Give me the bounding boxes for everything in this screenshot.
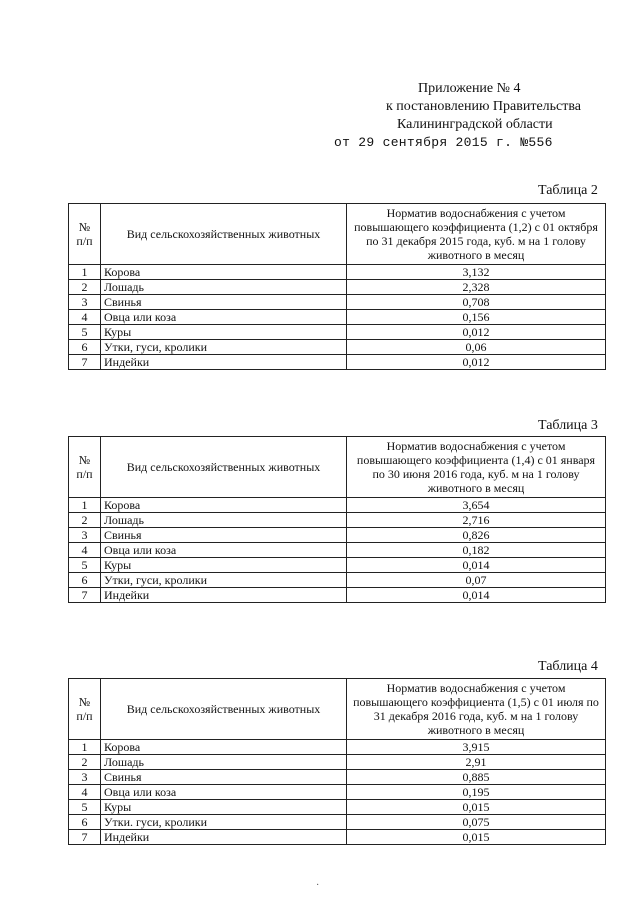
row-number: 6 bbox=[69, 573, 101, 588]
appendix-resolution: к постановлению Правительства bbox=[386, 99, 582, 114]
row-animal: Корова bbox=[101, 265, 347, 280]
table-header-row bbox=[69, 204, 606, 265]
row-animal: Свинья bbox=[101, 770, 347, 785]
row-number: 2 bbox=[69, 280, 101, 295]
row-value: 0,182 bbox=[347, 543, 606, 558]
row-value: 0,014 bbox=[347, 588, 606, 603]
table-header-row bbox=[69, 437, 606, 498]
header-number: № п/п bbox=[69, 679, 101, 740]
row-number: 5 bbox=[69, 800, 101, 815]
table-row bbox=[69, 755, 606, 770]
page-mark: · bbox=[316, 880, 320, 891]
row-number: 7 bbox=[69, 355, 101, 370]
row-animal: Лошадь bbox=[101, 280, 347, 295]
appendix-region: Калининградской области bbox=[397, 117, 553, 132]
row-value: 0,708 bbox=[347, 295, 606, 310]
table-row bbox=[69, 513, 606, 528]
row-number: 3 bbox=[69, 770, 101, 785]
row-value: 0,012 bbox=[347, 325, 606, 340]
row-animal: Куры bbox=[101, 325, 347, 340]
row-value: 0,015 bbox=[347, 800, 606, 815]
table-row bbox=[69, 280, 606, 295]
row-number: 1 bbox=[69, 265, 101, 280]
table-row bbox=[69, 830, 606, 845]
row-value: 2,91 bbox=[347, 755, 606, 770]
row-value: 0,014 bbox=[347, 558, 606, 573]
row-value: 0,156 bbox=[347, 310, 606, 325]
row-value: 2,328 bbox=[347, 280, 606, 295]
row-number: 2 bbox=[69, 755, 101, 770]
row-animal: Утки, гуси, кролики bbox=[101, 573, 347, 588]
row-number: 4 bbox=[69, 785, 101, 800]
row-animal: Корова bbox=[101, 498, 347, 513]
table-row bbox=[69, 800, 606, 815]
row-animal: Индейки bbox=[101, 588, 347, 603]
table-row bbox=[69, 740, 606, 755]
row-value: 0,075 bbox=[347, 815, 606, 830]
row-value: 2,716 bbox=[347, 513, 606, 528]
row-animal: Индейки bbox=[101, 830, 347, 845]
row-animal: Утки, гуси, кролики bbox=[101, 340, 347, 355]
row-number: 2 bbox=[69, 513, 101, 528]
row-animal: Лошадь bbox=[101, 513, 347, 528]
table-caption: Таблица 2 bbox=[538, 183, 598, 198]
row-animal: Овца или коза bbox=[101, 785, 347, 800]
appendix-title: Приложение № 4 bbox=[418, 81, 521, 96]
row-number: 3 bbox=[69, 528, 101, 543]
row-number: 4 bbox=[69, 543, 101, 558]
table-row bbox=[69, 815, 606, 830]
row-value: 3,132 bbox=[347, 265, 606, 280]
table-caption: Таблица 4 bbox=[538, 659, 598, 674]
water-norm-table bbox=[68, 678, 606, 845]
row-value: 3,915 bbox=[347, 740, 606, 755]
row-number: 5 bbox=[69, 558, 101, 573]
table-row bbox=[69, 340, 606, 355]
row-number: 1 bbox=[69, 740, 101, 755]
table-row bbox=[69, 355, 606, 370]
table-row bbox=[69, 325, 606, 340]
header-water-norm: Норматив водоснабжения с учетом повышающего коэффициента (1,2) с 01 октября по 31 декабря 2015 года, куб. м на 1 голову животного в месяц bbox=[347, 204, 606, 265]
row-value: 0,07 bbox=[347, 573, 606, 588]
table-row bbox=[69, 785, 606, 800]
water-norm-table bbox=[68, 436, 606, 603]
row-animal: Куры bbox=[101, 800, 347, 815]
water-norm-table bbox=[68, 203, 606, 370]
header-water-norm: Норматив водоснабжения с учетом повышающего коэффициента (1,4) с 01 января по 30 июня 2016 года, куб. м на 1 голову животного в месяц bbox=[347, 437, 606, 498]
row-value: 0,012 bbox=[347, 355, 606, 370]
table-row bbox=[69, 543, 606, 558]
row-value: 0,015 bbox=[347, 830, 606, 845]
row-value: 0,195 bbox=[347, 785, 606, 800]
table-row bbox=[69, 295, 606, 310]
row-number: 7 bbox=[69, 588, 101, 603]
row-animal: Овца или коза bbox=[101, 310, 347, 325]
table-row bbox=[69, 573, 606, 588]
table-row bbox=[69, 310, 606, 325]
table-row bbox=[69, 588, 606, 603]
header-number: № п/п bbox=[69, 204, 101, 265]
row-animal: Утки. гуси, кролики bbox=[101, 815, 347, 830]
header-animal-type: Вид сельскохозяйственных животных bbox=[101, 437, 347, 498]
row-number: 1 bbox=[69, 498, 101, 513]
row-number: 7 bbox=[69, 830, 101, 845]
row-animal: Овца или коза bbox=[101, 543, 347, 558]
row-animal: Индейки bbox=[101, 355, 347, 370]
table-row bbox=[69, 528, 606, 543]
row-value: 0,885 bbox=[347, 770, 606, 785]
row-number: 4 bbox=[69, 310, 101, 325]
row-animal: Свинья bbox=[101, 295, 347, 310]
appendix-date-number: от 29 сентября 2015 г. №556 bbox=[334, 135, 553, 150]
table-caption: Таблица 3 bbox=[538, 418, 598, 433]
row-animal: Куры bbox=[101, 558, 347, 573]
row-number: 5 bbox=[69, 325, 101, 340]
table-row bbox=[69, 558, 606, 573]
table-row bbox=[69, 770, 606, 785]
header-animal-type: Вид сельскохозяйственных животных bbox=[101, 679, 347, 740]
header-water-norm: Норматив водоснабжения с учетом повышающего коэффициента (1,5) с 01 июля по 31 декабря 2016 года, куб. м на 1 голову животного в месяц bbox=[347, 679, 606, 740]
table-row bbox=[69, 498, 606, 513]
row-value: 0,06 bbox=[347, 340, 606, 355]
header-number: № п/п bbox=[69, 437, 101, 498]
row-number: 6 bbox=[69, 340, 101, 355]
table-header-row bbox=[69, 679, 606, 740]
row-value: 3,654 bbox=[347, 498, 606, 513]
row-number: 6 bbox=[69, 815, 101, 830]
row-animal: Свинья bbox=[101, 528, 347, 543]
header-animal-type: Вид сельскохозяйственных животных bbox=[101, 204, 347, 265]
row-value: 0,826 bbox=[347, 528, 606, 543]
row-animal: Лошадь bbox=[101, 755, 347, 770]
table-row bbox=[69, 265, 606, 280]
row-animal: Корова bbox=[101, 740, 347, 755]
row-number: 3 bbox=[69, 295, 101, 310]
